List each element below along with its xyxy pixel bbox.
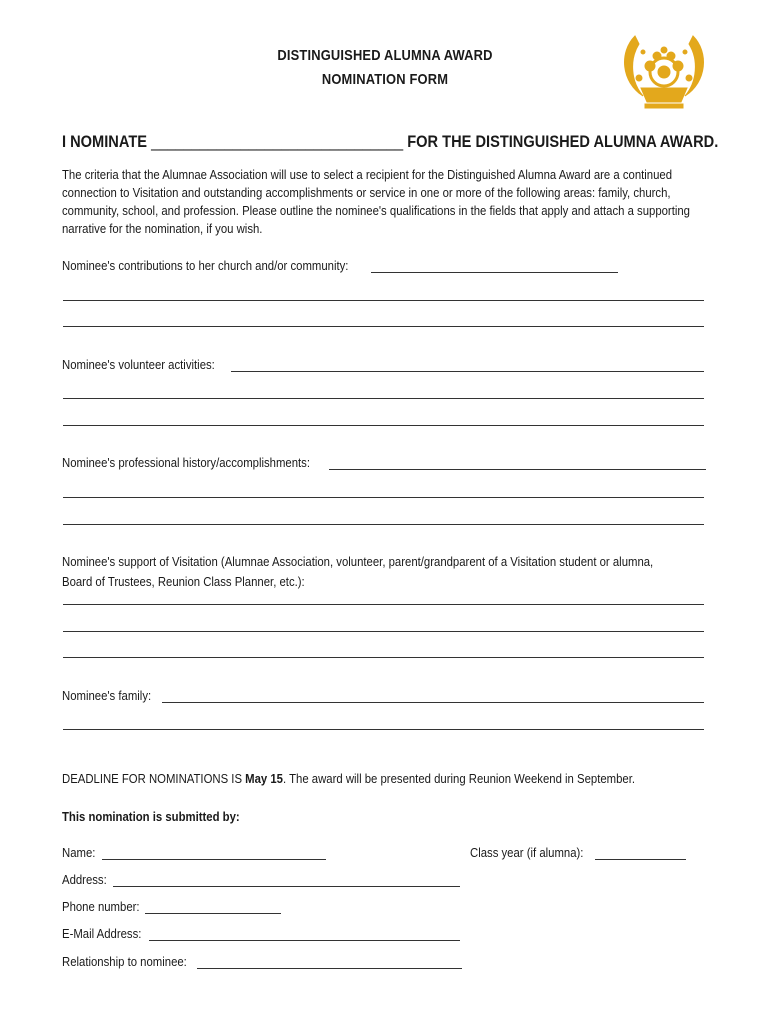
support-input-line[interactable] [63,631,704,632]
deadline-prefix: DEADLINE FOR NOMINATIONS IS [62,771,243,786]
email-field-label: E-Mail Address: [62,926,142,941]
deadline-suffix: . The award will be presented during Reunion Weekend in September. [283,771,636,786]
church-input-line[interactable] [63,326,704,327]
professional-input-line[interactable] [63,524,704,525]
nominate-suffix: FOR THE DISTINGUISHED ALUMNA AWARD. [407,132,719,151]
volunteer-input-line[interactable] [63,425,704,426]
volunteer-field-label: Nominee's volunteer activities: [62,357,215,372]
name-field-label: Name: [62,845,96,860]
nominate-statement [62,132,718,152]
professional-field-label: Nominee's professional history/accomplishments: [62,455,311,470]
phone-input-line[interactable] [145,913,281,914]
support-field-label-line1: Nominee's support of Visitation (Alumnae Association, volunteer, parent/grandparent of a Visitation student or alumna, [62,554,654,569]
volunteer-input-line[interactable] [231,371,704,372]
relationship-input-line[interactable] [197,968,462,969]
family-field-label: Nominee's family: [62,688,152,703]
relationship-field-label: Relationship to nominee: [62,954,187,969]
criteria-paragraph: The criteria that the Alumnae Association will use to select a recipient for the Distinguished Alumna Award are a continued connection to Visitation and outstanding accomplishments or service in one or more of the following areas: family, church, community, school, and profession. Please outline the nominee's qualifications in the fields that apply and attach a supporting narrative for the nomination, if you wish. [62,167,691,236]
church-input-line[interactable] [371,272,618,273]
form-title-line2: NOMINATION FORM [321,71,449,88]
class-year-field-label: Class year (if alumna): [470,845,584,860]
nominate-prefix: I NOMINATE [62,132,148,151]
professional-input-line[interactable] [63,497,704,498]
phone-field-label: Phone number: [62,899,140,914]
submitter-heading: This nomination is submitted by: [62,809,240,824]
family-input-line[interactable] [63,729,704,730]
class-year-input-line[interactable] [595,859,686,860]
address-field-label: Address: [62,872,107,887]
name-input-line[interactable] [102,859,326,860]
deadline-date: May 15 [245,771,284,786]
deadline-statement [62,771,635,786]
crest-logo-icon [617,30,711,112]
support-field-label-line2: Board of Trustees, Reunion Class Planner, etc.): [62,574,305,589]
church-input-line[interactable] [63,300,704,301]
form-title-line1: DISTINGUISHED ALUMNA AWARD [277,47,493,64]
volunteer-input-line[interactable] [63,398,704,399]
church-field-label: Nominee's contributions to her church and/or community: [62,258,349,273]
family-input-line[interactable] [162,702,704,703]
address-input-line[interactable] [113,886,460,887]
support-input-line[interactable] [63,657,704,658]
nominee-name-field[interactable]: _______________________________ [151,132,404,151]
email-input-line[interactable] [149,940,460,941]
professional-input-line[interactable] [329,469,706,470]
support-input-line[interactable] [63,604,704,605]
